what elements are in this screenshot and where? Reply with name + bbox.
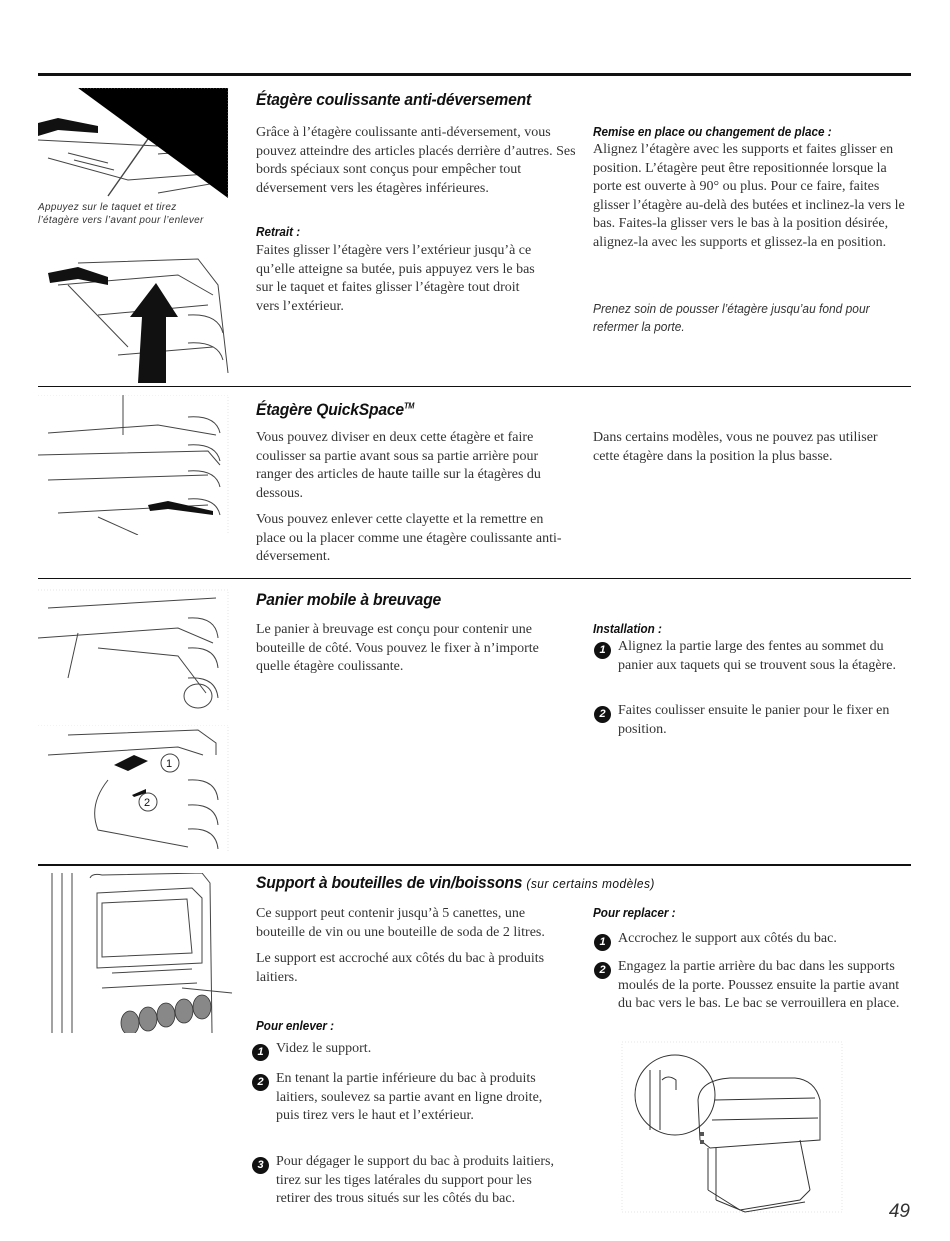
section-title-wine-rack: Support à bouteilles de vin/boissons (sur certains modèles): [256, 873, 655, 892]
replace-step-number-2: 2: [594, 962, 611, 979]
trademark-mark: TM: [403, 401, 415, 411]
wine-rack-p1: Ce support peut contenir jusqu’à 5 canettes, une bouteille de vin ou une bouteille de soda de 2 litres.: [256, 906, 545, 940]
beverage-basket-text: Le panier à breuvage est conçu pour contenir une bouteille de côté. Vous pouvez le fixer à n’importe quelle étagère coulissante.: [256, 622, 539, 674]
quickspace-text: [256, 429, 566, 575]
remove-step-number-3: 3: [252, 1157, 269, 1174]
beverage-basket-install-illustration: [38, 725, 238, 855]
shelf-illustration-caption: Appuyez sur le taquet et tirez l’étagère vers l’avant pour l’enlever: [38, 202, 204, 226]
anti-spill-intro: Grâce à l’étagère coulissante anti-déversement, vous pouvez atteindre des articles placés derrière d’autres. Ses bords spéciaux sont conçus pour empêcher tout déversement vers les étagères inférieures.: [256, 125, 576, 196]
quickspace-p2: Vous pouvez enlever cette clayette et la remettre en place ou la placer comme une étagère coulissante anti-déversement.: [256, 512, 562, 564]
removal-text: Faites glisser l’étagère vers l’extérieur jusqu’à ce qu’elle atteigne sa butée, puis appuyez vers le bas sur le taquet et faites glisser l’étagère tout droit vers l’extérieur.: [256, 243, 535, 314]
replace-step-1: [599, 930, 903, 949]
section-title-quickspace: Étagère QuickSpace™: [256, 400, 415, 419]
section-divider-3: [38, 864, 911, 866]
remove-step-number-1: 1: [252, 1044, 269, 1061]
quickspace-p3: Dans certains modèles, vous ne pouvez pas utiliser cette étagère dans la position la plus basse.: [593, 430, 878, 464]
section-divider-2: [38, 578, 911, 579]
beverage-basket-illustration: [38, 588, 238, 713]
removal-heading: Retrait :: [256, 224, 301, 239]
section-title-anti-spill-shelf: Étagère coulissante anti-déversement: [256, 90, 532, 109]
install-step-1-text: Alignez la partie large des fentes au sommet du panier aux taquets qui se trouvent sous la étagère.: [618, 639, 896, 673]
quickspace-p1: Vous pouvez diviser en deux cette étagère et faire coulisser sa partie avant sous sa partie arrière pour ranger des articles de haute taille sur la étagères du dessous.: [256, 430, 541, 501]
remove-step-3-text: Pour dégager le support du bac à produits laitiers, tirez sur les tiges latérales du support pour les retirer des trous situés sur les côtés du bac.: [276, 1154, 554, 1206]
step-number-2: 2: [594, 706, 611, 723]
install-step-2: [599, 702, 898, 739]
remove-step-number-2: 2: [252, 1074, 269, 1091]
install-step-1: [599, 638, 898, 675]
shelf-pull-illustration: [38, 88, 238, 200]
replace-heading: Remise en place ou changement de place :: [593, 124, 832, 139]
install-step-2-text: Faites coulisser ensuite le panier pour le fixer en position.: [618, 703, 890, 737]
remove-heading: Pour enlever :: [256, 1018, 335, 1033]
replace-step-2: [599, 958, 903, 1014]
replace-step-1-text: Accrochez le support aux côtés du bac.: [618, 931, 837, 946]
wine-rack-door-illustration: [42, 873, 242, 1033]
section-divider-1: [38, 386, 911, 387]
remove-step-3: [257, 1153, 566, 1209]
replace-heading-wine-rack: Pour replacer :: [593, 905, 676, 920]
wine-rack-bin-illustration: [620, 1040, 845, 1215]
replace-text: Alignez l’étagère avec les supports et faites glisser en position. L’étagère peut être repositionnée lorsque la porte est ouverte à 90° ou plus. Pour ce faire, faites glisser l’étagère au-delà des butées et inclinez-la vers le bas. Faites-la glisser vers le bas à la position désirée, alignez-la avec les supports et glissez-la en position.: [593, 142, 905, 250]
section-title-beverage-basket: Panier mobile à breuvage: [256, 590, 442, 609]
replace-step-number-1: 1: [594, 934, 611, 951]
wine-rack-text: [256, 905, 566, 995]
remove-step-1-text: Videz le support.: [276, 1041, 372, 1056]
callout-1: 1: [166, 758, 173, 770]
installation-heading: Installation :: [593, 621, 662, 636]
wine-rack-model-note: (sur certains modèles): [526, 876, 655, 891]
page-number: 49: [888, 1201, 910, 1222]
wine-rack-p2: Le support est accroché aux côtés du bac à produits laitiers.: [256, 951, 545, 985]
remove-step-1: [257, 1040, 566, 1059]
shelf-lift-illustration: [38, 255, 238, 383]
replace-step-2-text: Engagez la partie arrière du bac dans les supports moulés de la porte. Poussez ensuite la partie avant du bac vers le bas. Le bac se verrouillera en place.: [618, 959, 900, 1011]
remove-step-2: [257, 1070, 566, 1126]
close-door-note: Prenez soin de pousser l’étagère jusqu’au fond pour refermer la porte.: [593, 301, 870, 334]
quickspace-shelf-illustration: [38, 395, 238, 535]
step-number-1: 1: [594, 642, 611, 659]
top-rule: [38, 73, 911, 76]
callout-2: 2: [144, 797, 151, 809]
remove-step-2-text: En tenant la partie inférieure du bac à produits laitiers, soulevez sa partie avant en ligne droite, puis tirez vers le haut et l’extérieur.: [276, 1071, 543, 1123]
